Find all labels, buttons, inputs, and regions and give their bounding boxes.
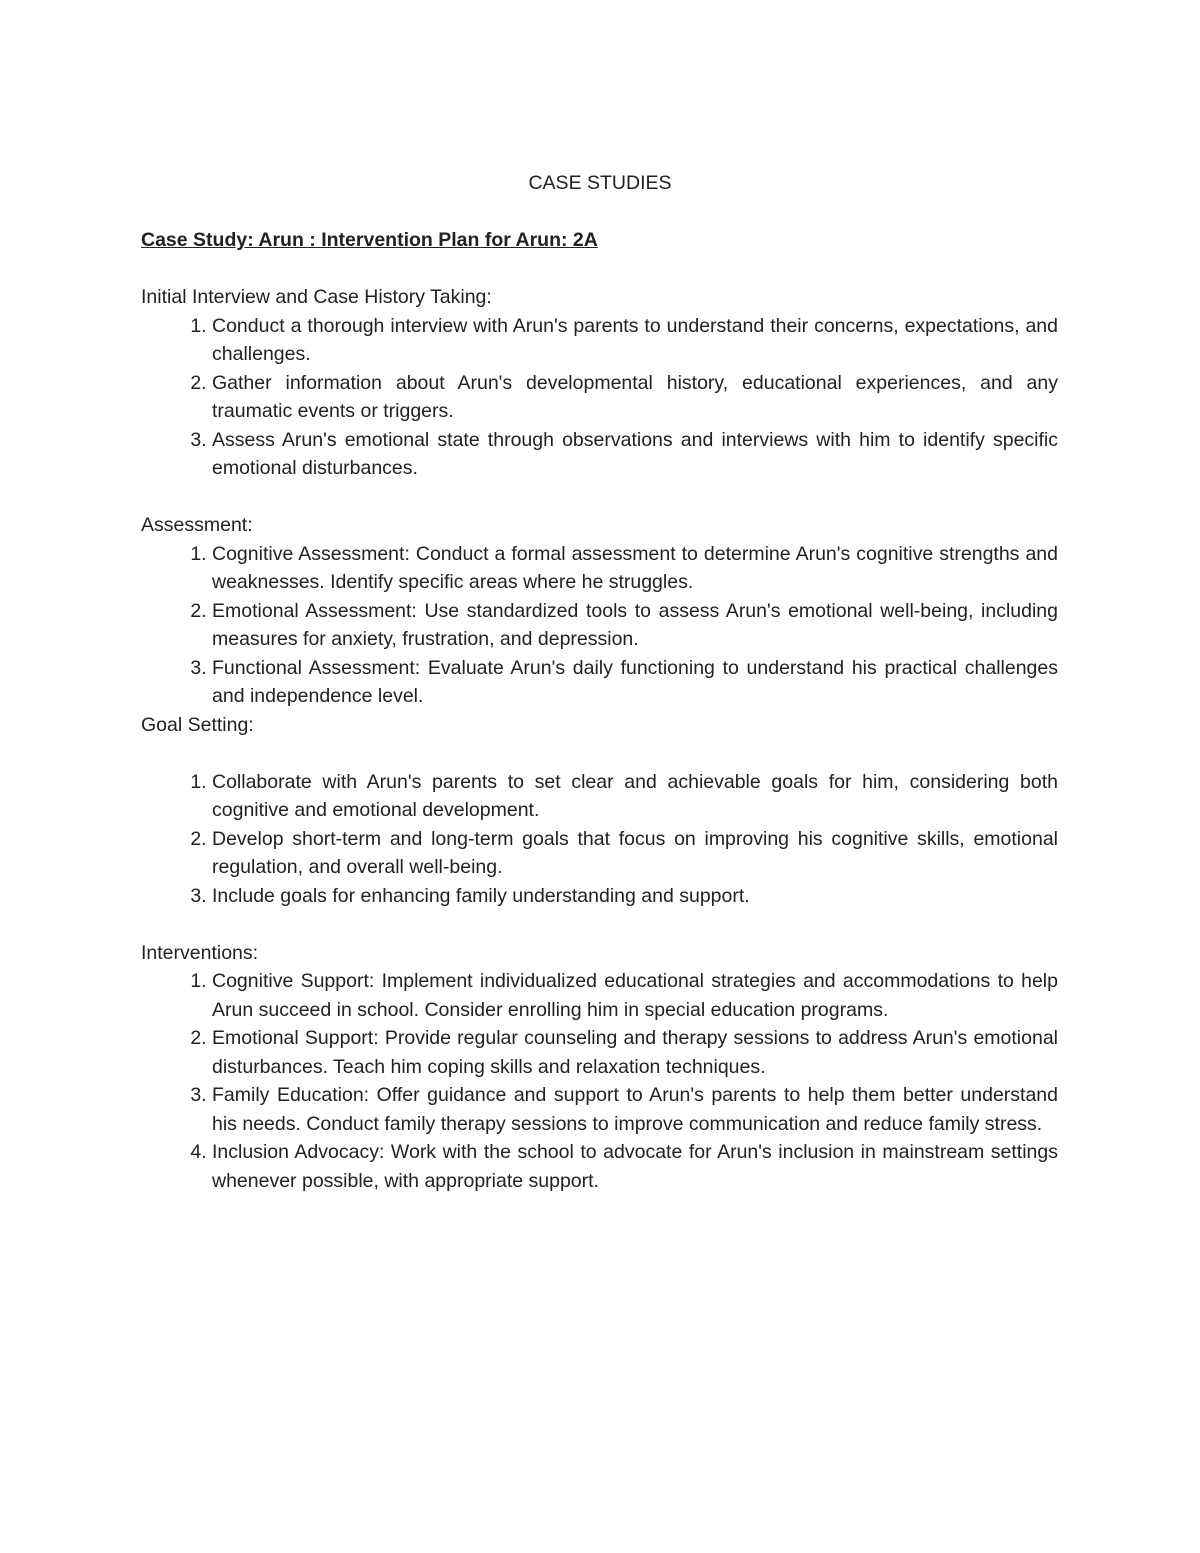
list-item: 2. Emotional Assessment: Use standardized tools to assess Arun's emotional well-being, including measures for anxiety, frustration, and depression. <box>212 597 1058 654</box>
list-item: 1. Cognitive Assessment: Conduct a formal assessment to determine Arun's cognitive strengths and weaknesses. Identify specific areas where he struggles. <box>212 540 1058 597</box>
list-item: 3. Functional Assessment: Evaluate Arun's daily functioning to understand his practical challenges and independence level. <box>212 654 1058 711</box>
list-goal-setting <box>141 768 1058 911</box>
list-assessment <box>141 540 1058 711</box>
spacer <box>141 483 1058 512</box>
list-item: 3. Include goals for enhancing family understanding and support. <box>212 882 1058 911</box>
list-item: 1. Collaborate with Arun's parents to set clear and achievable goals for him, considering both cognitive and emotional development. <box>212 768 1058 825</box>
list-item: 1. Conduct a thorough interview with Arun's parents to understand their concerns, expectations, and challenges. <box>212 312 1058 369</box>
list-item: 4. Inclusion Advocacy: Work with the school to advocate for Arun's inclusion in mainstream settings whenever possible, with appropriate support. <box>212 1138 1058 1195</box>
case-study-heading: Case Study: Arun : Intervention Plan for Arun: 2A <box>141 229 598 251</box>
spacer <box>141 255 1058 284</box>
section-label-goal-setting: Goal Setting: <box>141 713 254 736</box>
spacer <box>141 739 1058 768</box>
list-item: 3. Family Education: Offer guidance and support to Arun's parents to help them better understand his needs. Conduct family therapy sessions to improve communication and reduce family stress. <box>212 1081 1058 1138</box>
list-item: 1. Cognitive Support: Implement individualized educational strategies and accommodations to help Arun succeed in school. Consider enrolling him in special education programs. <box>212 967 1058 1024</box>
spacer <box>141 910 1058 939</box>
section-label-interventions: Interventions: <box>141 941 259 964</box>
list-item: 3. Assess Arun's emotional state through observations and interviews with him to identify specific emotional disturbances. <box>212 426 1058 483</box>
list-initial-interview <box>141 312 1058 483</box>
list-item: 2. Develop short-term and long-term goals that focus on improving his cognitive skills, emotional regulation, and overall well-being. <box>212 825 1058 882</box>
list-item: 2. Gather information about Arun's developmental history, educational experiences, and any traumatic events or triggers. <box>212 369 1058 426</box>
section-label-initial-interview: Initial Interview and Case History Taking: <box>141 286 492 308</box>
list-item: 2. Emotional Support: Provide regular counseling and therapy sessions to address Arun's emotional disturbances. Teach him coping skills and relaxation techniques. <box>212 1024 1058 1081</box>
document-title: CASE STUDIES <box>528 172 672 194</box>
document-body <box>141 226 1058 1195</box>
list-interventions <box>141 967 1058 1195</box>
section-label-assessment: Assessment: <box>141 514 253 536</box>
